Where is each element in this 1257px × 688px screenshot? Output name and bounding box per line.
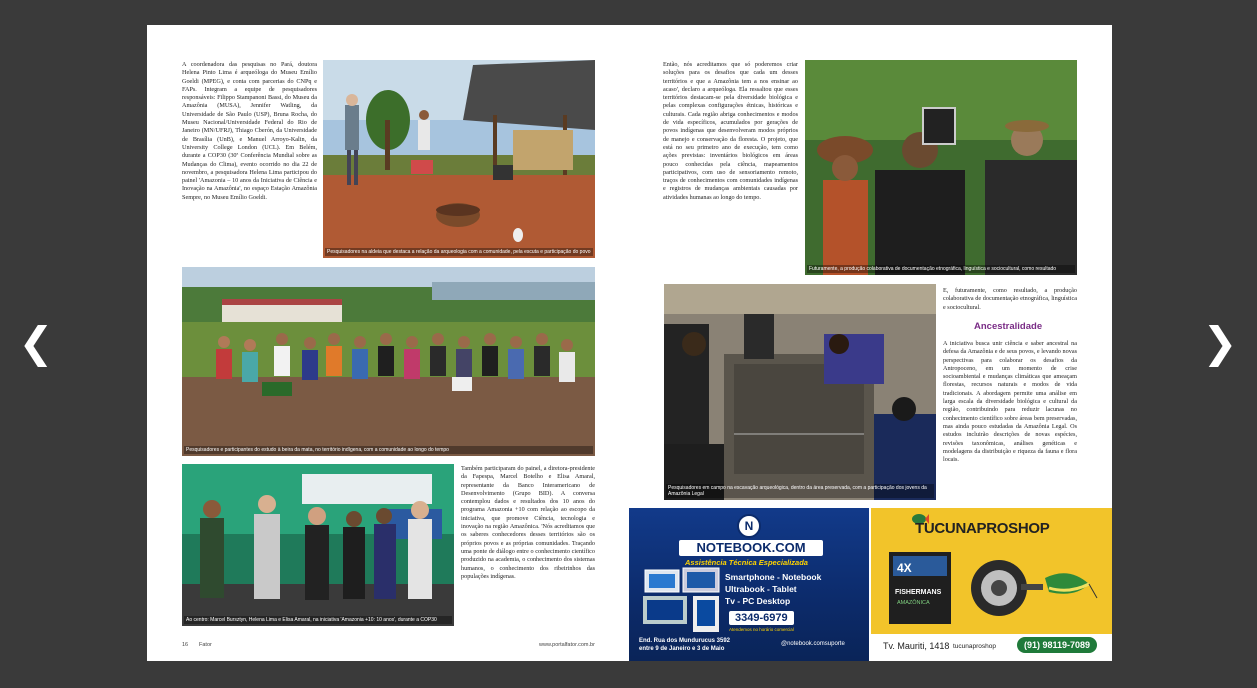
footer-url: www.portalfator.com.br [539, 642, 595, 648]
notebook-social[interactable]: @notebook.comsuporte [781, 641, 845, 647]
left-page [147, 25, 629, 661]
tucuna-address: Tv. Mauriti, 1418 [883, 641, 950, 651]
notebook-line-2: Ultrabook - Tablet [725, 584, 797, 594]
ad-tucuna[interactable] [871, 508, 1112, 661]
section-title-ancestralidade: Ancestralidade [974, 321, 1043, 332]
tucuna-instagram[interactable]: tucunaproshop [953, 643, 997, 650]
photo-drone-image [805, 60, 1077, 275]
right-column-text-2: A iniciativa busca unir ciência e saber ancestral na defesa da Amazônia e de seus povos, e levando novas perspectivas para colaborar os desafios da Antropoceno, em um momento de crise socioambiental e mudanças climáticas que ameaçam florestas, recursos naturais e modos de vida tradicionais. A abordagem permite uma análise em larga escala da diversidade biológica e cultural da região, contribuindo para reduzir lacunas no conhecimento científico sobre áreas bem preservadas, mas ainda pouco estudadas da Amazônia Legal. Os estudos incluirão descrições de novas espécies, revisões taxonômicas, análises genéticas e modelagens da distribuição e riqueza da fauna e flora locais. [943, 340, 1077, 464]
devices-icon [643, 566, 723, 636]
ad-notebook[interactable] [629, 508, 869, 661]
photo-drone-caption: Futuramente, a produção colaborativa de documentação etnográfica, linguística e sociocultural, como resultado [807, 265, 1075, 273]
notebook-address [639, 638, 730, 653]
product-label: 4X [897, 561, 912, 575]
notebook-name: NOTEBOOK.COM [679, 540, 823, 556]
chevron-right-icon[interactable]: ❯ [1202, 318, 1238, 367]
notebook-line-1: Smartphone - Notebook [725, 572, 822, 582]
chevron-left-icon[interactable]: ❮ [18, 318, 54, 367]
photo-group [182, 267, 595, 456]
notebook-note: Atendemos no horário comercial [729, 627, 794, 632]
tucuna-phone[interactable]: (91) 98119-7089 [1017, 637, 1097, 653]
photo-village [323, 60, 595, 258]
photo-village-caption: Pesquisadores na aldeia que destaca a relação da arqueologia com a comunidade, pela escuta e participação do povo [325, 248, 593, 256]
notebook-tagline: Assistência Técnica Especializada [685, 558, 808, 567]
magazine-spread [147, 25, 1112, 661]
right-column-text: Então, nós acreditamos que só poderemos criar soluções para os desafios que cada um desses territórios e que a Amazônia tem a nos ensinar ao acaso', declaro a arqueóloga. Ela ressaltou que esses territórios destacam-se pela diversidade biológica e pelas complexas configurações étnicas, históricas e culturais. Cada região abriga conhecimentos e modos de vida específicos, acumulados por gerações de povos indígenas que desenvolveram modos próprios de manejo e conservação da floresta. O projeto, que está no seu primeiro ano de execução, tem como ações previstas: inventários biológicos em áreas pouco conhecidas pela ciência, mapeamentos participativos, com uso de sensoriamento remoto, traços de conhecimentos com comunidades indígenas e registros de mudanças ambientais causadas por atividades humanas ao longo do tempo. [663, 61, 798, 201]
product-name: FISHERMANS [895, 589, 942, 596]
photo-excavation [664, 284, 936, 500]
page-number: 16 [182, 642, 189, 648]
photo-group-image [182, 267, 595, 456]
fishing-gear-icon [889, 548, 1099, 630]
photo-group-caption: Pesquisadores e participantes do estudo à beira da mata, no território indígena, com a comunidade ao longo do tempo [184, 446, 593, 454]
photo-excavation-caption: Pesquisadores em campo na escavação arqueológica, dentro da área preservada, com a participação dos jovens da Amazônia Legal [666, 484, 934, 498]
right-column-text-top: E, futuramente, como resultado, a produção colaborativa de documentação etnográfica, linguística e sociocultural. [943, 287, 1077, 311]
notebook-logo-icon: N [737, 514, 761, 538]
notebook-address-1: End. Rua dos Mundurucus 3592 [639, 638, 731, 644]
photo-panel [182, 464, 454, 626]
photo-village-image [323, 60, 595, 258]
photo-panel-caption: Ao centro: Marcel Bursztyn, Helena Lima e Elisa Amaral, na iniciativa 'Amazonia +10: 10 anos', durante a COP30 [184, 616, 452, 624]
photo-excavation-image [664, 284, 936, 500]
product-sub: AMAZÔNICA [897, 600, 930, 606]
photo-drone [805, 60, 1077, 275]
footer-section: Fator [199, 642, 212, 648]
notebook-phone[interactable]: 3349-6979 [729, 611, 794, 625]
tucuna-name: TUCUNAPROSHOP [915, 520, 1050, 537]
notebook-line-3: Tv - PC Desktop [725, 596, 791, 606]
photo-panel-image [182, 464, 454, 626]
left-column-text: A coordenadora das pesquisas no Pará, doutora Helena Pinto Lima é arqueóloga do Museu Emílio Goeldi (MPEG), e conta com parcerias do CNPq e FAPs. Integram a equipe de pesquisadores responsáveis: Filippo Stampanoni Bassi, do Museu da Amazônia (MUSA), Jennifer Watling, da Universidade de São Paulo (USP), Bruna Rocha, do Museu Nacional/Universidade Federal do Rio de Janeiro (MN/UFRJ), Thiago Cberón, da Universidade de Brasília (UnB), e Manuel Arroyo-Kalin, da University College London (UCL). Em Belém, durante a COP30 (30ª Conferência Mundial sobre as Mudanças do Clima), evento ocorrido no dia 22 de novembro, a pesquisadora Helena Lima participou do painel 'Amazonia – 10 anos da Iniciativa de Ciência e Inovação na Amazônia', no espaço Estação Amazônia Sempre, no Museu Emílio Goeldi. [182, 61, 317, 201]
notebook-address-2: entre 9 de Janeiro e 3 de Maio [639, 645, 725, 652]
left-column-text-2: Também participaram do painel, a diretora-presidente da Fapespa, Marcel Botelho e Elisa Amaral, representante da Banco Interamericano de Desenvolvimento (Grupo BID). A conversa contemplou dados e resultados dos 10 anos do programa Amazonia +10 com relação ao escopo da iniciativa, que promove Ciência, tecnologia e inovação na região Amazônica. 'Nós acreditamos que os saberes conhecedores desses territórios são os próprios povos e as próprias comunidades. Traçando uma ponte de diálogo entre o conhecimento científico produzido na academia, o conhecimento dos sistemas humanos, o conhecimento dos ribeirinhos das populações indígenas. [461, 465, 595, 580]
